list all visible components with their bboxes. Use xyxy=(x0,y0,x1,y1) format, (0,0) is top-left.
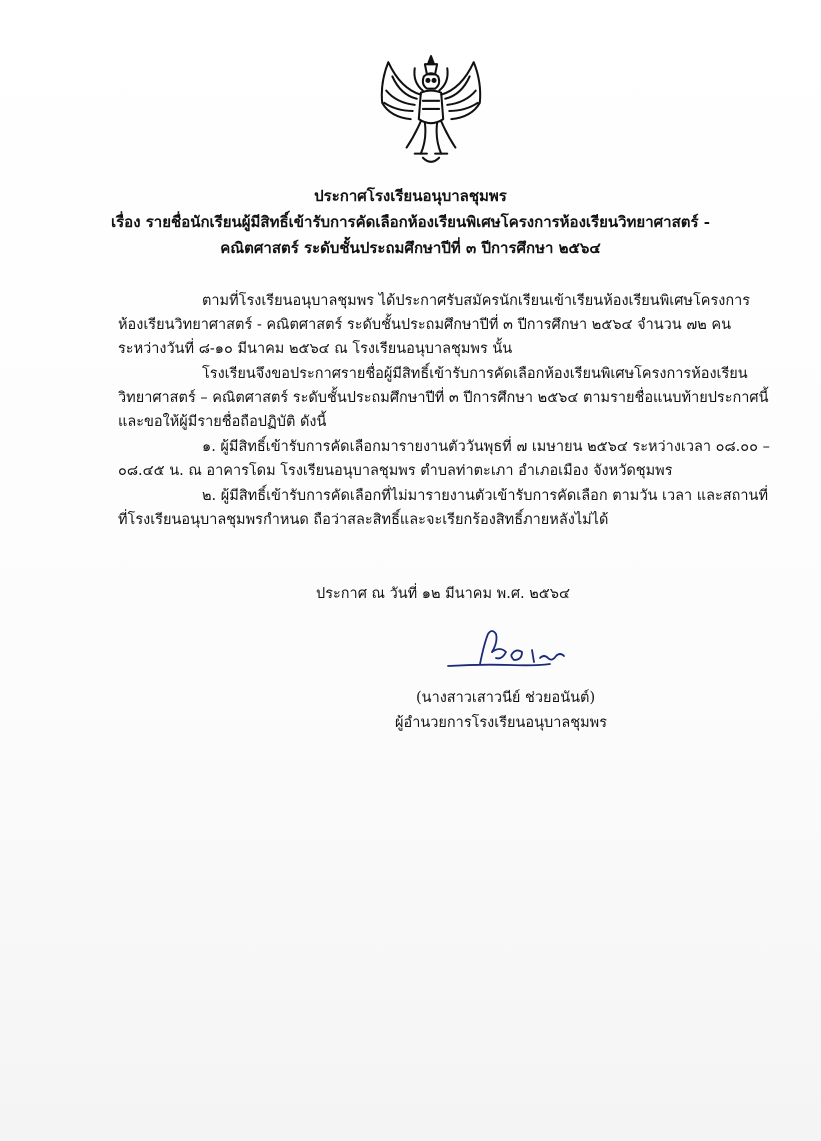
signatory-name: (นางสาวเสาวนีย์ ช่วยอนันต์) xyxy=(416,690,596,706)
paragraph-1-line-1: ตามที่โรงเรียนอนุบาลชุมพร ได้ประกาศรับสมัครนักเรียนเข้าเรียนห้องเรียนพิเศษโครงการ xyxy=(202,293,751,309)
item-2-line-2: ที่โรงเรียนอนุบาลชุมพรกำหนด ถือว่าสละสิทธิ์และจะเรียกร้องสิทธิ์ภายหลังไม่ได้ xyxy=(118,512,609,528)
garuda-emblem-icon xyxy=(370,52,492,174)
item-1-line-1: ๑. ผู้มีสิทธิ์เข้ารับการคัดเลือกมารายงานตัววันพุธที่ ๗ เมษายน ๒๕๖๔ ระหว่างเวลา ๐๘.๐๐ – xyxy=(202,439,770,455)
paragraph-1-line-2: ห้องเรียนวิทยาศาสตร์ - คณิตศาสตร์ ระดับชั้นประถมศึกษาปีที่ ๓ ปีการศึกษา ๒๕๖๔ จำนวน ๗๒ คน xyxy=(118,317,732,333)
paragraph-2-line-3: และขอให้ผู้มีรายชื่อถือปฏิบัติ ดังนี้ xyxy=(118,414,327,430)
document-title: ประกาศโรงเรียนอนุบาลชุมพร xyxy=(314,187,507,205)
item-1-line-2: ๐๘.๔๕ น. ณ อาคารโดม โรงเรียนอนุบาลชุมพร ตำบลท่าตะเภา อำเภอเมือง จังหวัดชุมพร xyxy=(118,463,673,479)
announcement-date: ประกาศ ณ วันที่ ๑๒ มีนาคม พ.ศ. ๒๕๖๔ xyxy=(316,586,570,602)
document-subject-line-2: คณิตศาสตร์ ระดับชั้นประถมศึกษาปีที่ ๓ ปีการศึกษา ๒๕๖๔ xyxy=(220,239,601,257)
paragraph-2-line-1: โรงเรียนจึงขอประกาศรายชื่อผู้มีสิทธิ์เข้ารับการคัดเลือกห้องเรียนพิเศษโครงการห้องเรียน xyxy=(202,366,748,382)
paragraph-1-line-3: ระหว่างวันที่ ๘-๑๐ มีนาคม ๒๕๖๔ ณ โรงเรียนอนุบาลชุมพร นั้น xyxy=(118,341,513,357)
item-2-line-1: ๒. ผู้มีสิทธิ์เข้ารับการคัดเลือกที่ไม่มารายงานตัวเข้ารับการคัดเลือก ตามวัน เวลา และสถานที่ xyxy=(202,488,769,504)
handwritten-signature-icon xyxy=(440,624,590,679)
document-subject-line-1: เรื่อง รายชื่อนักเรียนผู้มีสิทธิ์เข้ารับการคัดเลือกห้องเรียนพิเศษโครงการห้องเรียนวิทยาศาสตร์ - xyxy=(111,213,710,231)
signatory-position: ผู้อำนวยการโรงเรียนอนุบาลชุมพร xyxy=(395,715,608,731)
paragraph-2-line-2: วิทยาศาสตร์ – คณิตศาสตร์ ระดับชั้นประถมศึกษาปีที่ ๓ ปีการศึกษา ๒๕๖๔ ตามรายชื่อแนบท้ายประกาศนี้ xyxy=(118,390,769,406)
